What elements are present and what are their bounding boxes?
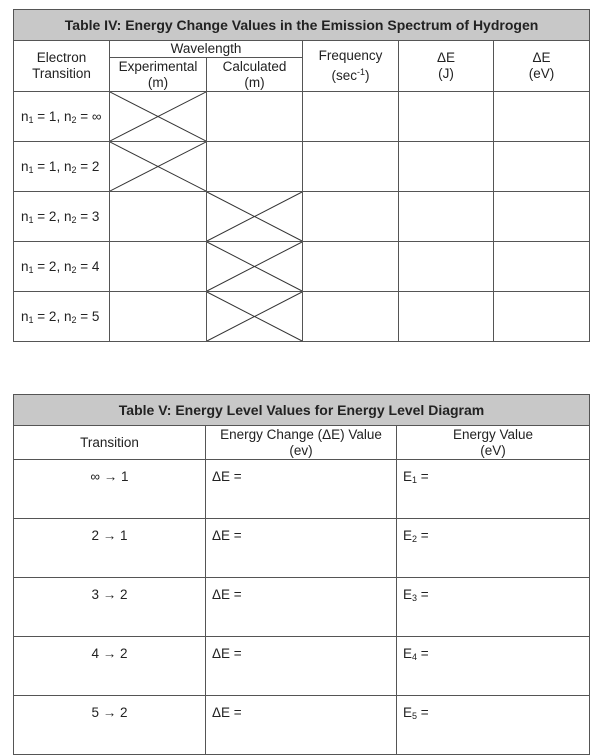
header-experimental: Experimental (m) bbox=[110, 58, 207, 92]
calculated-cell[interactable] bbox=[207, 142, 303, 192]
electron-transition-cell: $n_1 = 2$, $n_2 = 3$ bbox=[14, 192, 110, 242]
delta-e-field[interactable]: ΔE = bbox=[206, 696, 397, 755]
table5-title: Table V: Energy Level Values for Energy Level Diagram bbox=[14, 395, 590, 426]
delta-e-ev-cell[interactable] bbox=[494, 192, 590, 242]
cross-mark bbox=[207, 292, 302, 341]
electron-transition-cell: $n_1 = 2$, $n_2 = 5$ bbox=[14, 292, 110, 342]
crossed-out-cell bbox=[207, 192, 303, 242]
table4-title: Table IV: Energy Change Values in the Emission Spectrum of Hydrogen bbox=[14, 10, 590, 41]
energy-value-field[interactable]: $E_1$ = bbox=[397, 460, 590, 519]
table-row bbox=[14, 460, 590, 519]
cross-mark bbox=[110, 142, 206, 191]
delta-e-ev-cell[interactable] bbox=[494, 92, 590, 142]
delta-e-ev-cell[interactable] bbox=[494, 292, 590, 342]
delta-e-field[interactable]: ΔE = bbox=[206, 637, 397, 696]
header-frequency: Frequency $(\sec^{-1})$ bbox=[303, 41, 399, 92]
energy-value-field[interactable]: $E_5$ = bbox=[397, 696, 590, 755]
header-delta-e-joules: ΔE (J) bbox=[399, 41, 494, 92]
crossed-out-cell bbox=[207, 242, 303, 292]
header-wavelength: Wavelength bbox=[110, 41, 303, 58]
experimental-cell[interactable] bbox=[110, 192, 207, 242]
table-row bbox=[14, 192, 590, 242]
cross-mark bbox=[207, 192, 302, 241]
header-energy-value: Energy Value (eV) bbox=[397, 426, 590, 460]
cross-mark bbox=[207, 242, 302, 291]
header-energy-change: Energy Change (ΔE) Value (ev) bbox=[206, 426, 397, 460]
table-row bbox=[14, 637, 590, 696]
table-row bbox=[14, 519, 590, 578]
crossed-out-cell bbox=[207, 292, 303, 342]
transition-cell: ∞ → 1 bbox=[14, 460, 206, 519]
delta-e-field[interactable]: ΔE = bbox=[206, 460, 397, 519]
delta-e-j-cell[interactable] bbox=[399, 92, 494, 142]
delta-e-field[interactable]: ΔE = bbox=[206, 519, 397, 578]
table-row bbox=[14, 142, 590, 192]
electron-transition-cell: $n_1 = 2$, $n_2 = 4$ bbox=[14, 242, 110, 292]
experimental-cell[interactable] bbox=[110, 242, 207, 292]
table-row bbox=[14, 292, 590, 342]
transition-cell: 4 → 2 bbox=[14, 637, 206, 696]
calculated-cell[interactable] bbox=[207, 92, 303, 142]
transition-cell: 5 → 2 bbox=[14, 696, 206, 755]
frequency-cell[interactable] bbox=[303, 292, 399, 342]
frequency-cell[interactable] bbox=[303, 142, 399, 192]
header-transition: Transition bbox=[14, 426, 206, 460]
energy-value-field[interactable]: $E_4$ = bbox=[397, 637, 590, 696]
delta-e-field[interactable]: ΔE = bbox=[206, 578, 397, 637]
transition-cell: 2 → 1 bbox=[14, 519, 206, 578]
delta-e-ev-cell[interactable] bbox=[494, 242, 590, 292]
delta-e-ev-cell[interactable] bbox=[494, 142, 590, 192]
header-electron-transition: Electron Transition bbox=[14, 41, 110, 92]
delta-e-j-cell[interactable] bbox=[399, 192, 494, 242]
delta-e-j-cell[interactable] bbox=[399, 242, 494, 292]
energy-change-table bbox=[13, 9, 590, 342]
frequency-cell[interactable] bbox=[303, 192, 399, 242]
frequency-cell[interactable] bbox=[303, 242, 399, 292]
table-row bbox=[14, 696, 590, 755]
energy-level-table bbox=[13, 394, 590, 755]
energy-value-field[interactable]: $E_2$ = bbox=[397, 519, 590, 578]
crossed-out-cell bbox=[110, 92, 207, 142]
transition-cell: 3 → 2 bbox=[14, 578, 206, 637]
electron-transition-cell: $n_1 = 1$, $n_2 = 2$ bbox=[14, 142, 110, 192]
table-row bbox=[14, 578, 590, 637]
table-row bbox=[14, 92, 590, 142]
cross-mark bbox=[110, 92, 206, 141]
delta-e-j-cell[interactable] bbox=[399, 142, 494, 192]
header-calculated: Calculated (m) bbox=[207, 58, 303, 92]
table-row bbox=[14, 242, 590, 292]
header-delta-e-ev: ΔE (eV) bbox=[494, 41, 590, 92]
energy-value-field[interactable]: $E_3$ = bbox=[397, 578, 590, 637]
experimental-cell[interactable] bbox=[110, 292, 207, 342]
electron-transition-cell: $n_1 = 1$, $n_2$ = ∞ bbox=[14, 92, 110, 142]
frequency-cell[interactable] bbox=[303, 92, 399, 142]
crossed-out-cell bbox=[110, 142, 207, 192]
delta-e-j-cell[interactable] bbox=[399, 292, 494, 342]
